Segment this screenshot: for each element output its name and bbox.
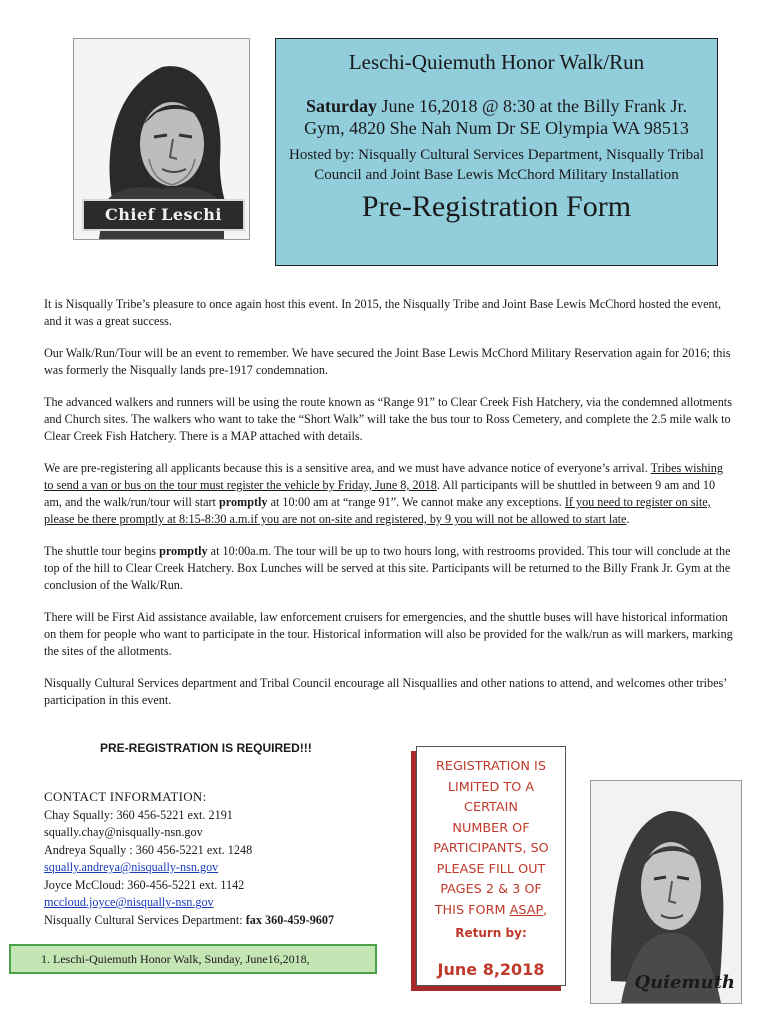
notice-line-1: REGISTRATION IS: [436, 759, 546, 774]
paragraph-intro: It is Nisqually Tribe’s pleasure to once again host this event. In 2015, the Nisqually Tribe and Joint Base Lewis McChord hosted the event, and it was a great success.: [44, 297, 721, 328]
notice-line-2: LIMITED TO A: [447, 779, 535, 795]
paragraph-route: The advanced walkers and runners will be using the route known as “Range 91” to Clear Creek Fish Hatchery, via the condemned allotments and Church sites. The walkers who want to take the “Short Walk” will take the bus tour to Ross Cemetery, and complete the 2.5 mile walk to Clear Creek Fish Hatchery. There is a MAP attached with details.: [44, 395, 732, 443]
paragraph-encourage: Nisqually Cultural Services department and Tribal Council encourage all Nisquallies and other nations to attend, and welcomes other tribes’ participation in this event.: [44, 676, 727, 707]
paragraph-reservation: Our Walk/Run/Tour will be an event to remember. We have secured the Joint Base Lewis McChord Military Reservation again for 2016; this was formerly the Nisqually lands pre-1917 condemnation.: [44, 346, 731, 377]
p5-part-a: The shuttle tour begins: [44, 544, 160, 558]
contact-andreya-phone: Andreya Squally : 360 456-5221 ext. 1248: [44, 842, 253, 857]
p4-part-e: at 10:00 am at “range 91”. We cannot make any exceptions.: [267, 495, 565, 509]
paragraph-preregister: [44, 460, 734, 528]
contact-joyce-email-link[interactable]: mccloud.joyce@nisqually-nsn.gov: [44, 895, 214, 909]
return-by-label: Return by:: [455, 926, 527, 940]
body-text: [44, 296, 734, 724]
quiemuth-portrait-sketch: [591, 781, 741, 1003]
contact-chay-email: squally.chay@nisqually-nsn.gov: [44, 825, 203, 839]
event-title: Leschi-Quiemuth Honor Walk/Run: [348, 50, 645, 74]
p4-part-g: .: [626, 512, 630, 526]
paragraph-shuttle: [44, 543, 734, 594]
return-by-date: June 8,2018: [437, 959, 545, 979]
prereg-required-heading: PRE-REGISTRATION IS REQUIRED!!!: [100, 741, 312, 755]
onsite-note: If you need to register on site, please be there promptly at 8:15-8:30 a.m.if you are not on-site and registered, by 9 you will not be allowed to start late: [44, 495, 711, 526]
notice-line-3: CERTAIN: [464, 800, 518, 815]
event-when-where: [286, 95, 707, 139]
notice-line-4: NUMBER OF: [452, 820, 530, 836]
event-title-box: [275, 38, 718, 266]
registration-notice: [416, 746, 566, 986]
event-host: Hosted by: Nisqually Cultural Services Department, Nisqually Tribal Council and Joint Base Lewis McChord Military Installation: [289, 147, 704, 183]
contact-heading: CONTACT INFORMATION:: [44, 789, 207, 804]
contact-information: [44, 788, 334, 929]
chief-leschi-portrait: [73, 38, 250, 240]
p4-part-a: We are pre-registering all applicants because this is a sensitive area, and we must have advance notice of everyone’s arrival.: [44, 461, 651, 475]
notice-asap: ASAP: [509, 902, 544, 918]
contact-fax: [44, 912, 334, 930]
notice-line-8c: ,: [543, 902, 548, 918]
p4-promptly: promptly: [219, 495, 268, 509]
quiemuth-portrait: [590, 780, 742, 1004]
vehicle-deadline: Tribes wishing to send a van or bus on the tour must register the vehicle by Friday, June 8, 2018: [44, 461, 723, 492]
contact-joyce-phone: Joyce McCloud: 360-456-5221 ext. 1142: [44, 877, 245, 892]
p5-part-c: at 10:00a.m. The tour will be up to two hours long, with restrooms provided. This tour will conclude at the top of the hill to Clear Creek Hatchery. Box Lunches will be served at this site. Participants will be returned to the Billy Frank Jr. Gym at the conclusion of the Walk/Run.: [44, 544, 731, 592]
list-item-honor-walk: 1. Leschi-Quiemuth Honor Walk, Sunday, June16,2018,: [9, 944, 377, 974]
fax-label: Nisqually Cultural Services Department:: [44, 912, 246, 927]
notice-line-7: PAGES 2 & 3 OF: [440, 882, 542, 897]
notice-line-5: PARTICIPANTS, SO: [433, 841, 549, 856]
contact-andreya-email-link[interactable]: squally.andreya@nisqually-nsn.gov: [44, 860, 219, 874]
quiemuth-caption: Quiemuth: [634, 972, 735, 993]
fax-number: fax 360-459-9607: [245, 912, 335, 927]
notice-line-8: [417, 901, 565, 922]
p4-part-c: . All participants will be shuttled in between 9 am and 10 am, and the walk/run/tour will start: [44, 478, 716, 509]
paragraph-first-aid: There will be First Aid assistance available, law enforcement cruisers for emergencies, and the shuttle buses will have historical information on them for people who want to participate in the tour. Historical information will also be provided for the walk/run as will markers, marking the sites of the allotments.: [44, 610, 733, 658]
event-details: June 16,2018 @ 8:30 at the Billy Frank Jr. Gym, 4820 She Nah Num Dr SE Olympia WA 98513: [304, 96, 689, 138]
contact-chay-phone: Chay Squally: 360 456-5221 ext. 2191: [44, 807, 233, 822]
form-title: Pre-Registration Form: [361, 190, 632, 223]
notice-line-8a: THIS FORM: [434, 902, 510, 918]
notice-line-6: PLEASE FILL OUT: [436, 861, 546, 877]
leschi-caption: Chief Leschi: [82, 199, 245, 231]
event-day: Saturday: [305, 96, 377, 116]
p5-promptly: promptly: [159, 544, 208, 558]
